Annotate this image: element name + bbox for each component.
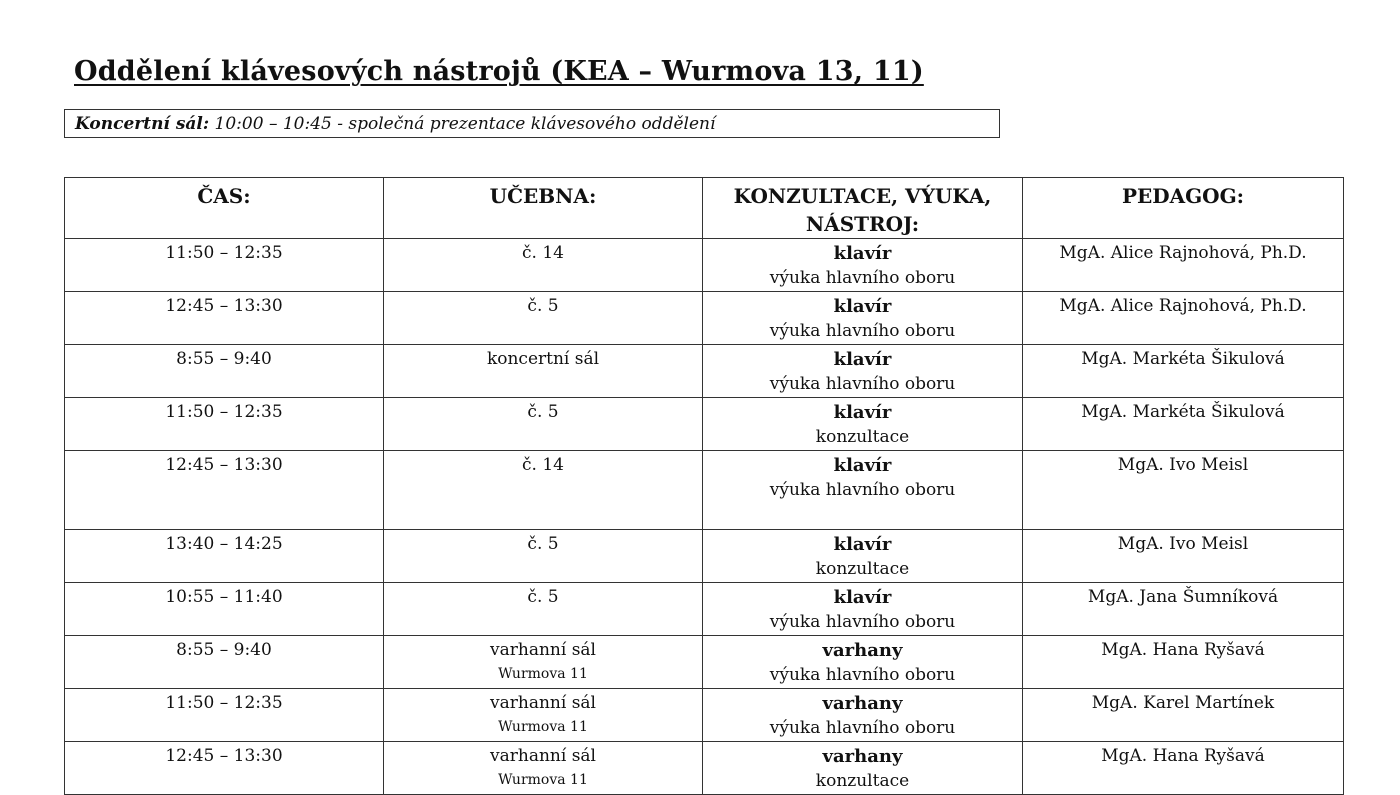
cell-time: 13:40 – 14:25	[65, 530, 384, 583]
instrument: klavír	[833, 296, 892, 317]
cell-time: 11:50 – 12:35	[65, 689, 384, 742]
table-row	[65, 292, 1344, 345]
cell-teacher: MgA. Hana Ryšavá	[1023, 636, 1344, 689]
activity: výuka hlavního oboru	[769, 665, 956, 685]
activity: výuka hlavního oboru	[769, 718, 956, 738]
cell-subject	[703, 689, 1023, 742]
concert-hall-notice	[64, 109, 1000, 138]
concert-hall-text: 10:00 – 10:45 - společná prezentace klávesového oddělení	[214, 114, 716, 134]
table-row	[65, 239, 1344, 292]
cell-subject	[703, 583, 1023, 636]
instrument: klavír	[833, 534, 892, 555]
cell-teacher: MgA. Alice Rajnohová, Ph.D.	[1023, 239, 1344, 292]
cell-time: 10:55 – 11:40	[65, 583, 384, 636]
room-name: varhanní sál	[490, 693, 596, 713]
table-row	[65, 583, 1344, 636]
header-subject: KONZULTACE, VÝUKA, NÁSTROJ:	[703, 178, 1023, 239]
room-building: Wurmova 11	[498, 772, 588, 788]
cell-teacher: MgA. Karel Martínek	[1023, 689, 1344, 742]
table-row	[65, 636, 1344, 689]
cell-time: 8:55 – 9:40	[65, 636, 384, 689]
room-name: varhanní sál	[490, 746, 596, 766]
instrument: varhany	[822, 746, 903, 767]
instrument: klavír	[833, 587, 892, 608]
cell-room	[384, 345, 703, 398]
cell-subject	[703, 345, 1023, 398]
table-header-row	[65, 178, 1344, 239]
cell-teacher: MgA. Markéta Šikulová	[1023, 345, 1344, 398]
activity: konzultace	[815, 427, 910, 447]
table-row	[65, 398, 1344, 451]
cell-time: 11:50 – 12:35	[65, 398, 384, 451]
cell-room	[384, 398, 703, 451]
cell-subject	[703, 742, 1023, 795]
concert-hall-label: Koncertní sál:	[75, 114, 210, 134]
table-row	[65, 451, 1344, 530]
cell-room	[384, 689, 703, 742]
room-name: č. 14	[522, 243, 564, 263]
instrument: klavír	[833, 402, 892, 423]
header-time: ČAS:	[65, 178, 384, 239]
instrument: klavír	[833, 349, 892, 370]
table-row	[65, 530, 1344, 583]
table-row	[65, 689, 1344, 742]
instrument: klavír	[833, 455, 892, 476]
cell-room	[384, 292, 703, 345]
room-building: Wurmova 11	[498, 666, 588, 682]
cell-room	[384, 583, 703, 636]
cell-subject	[703, 292, 1023, 345]
activity: konzultace	[815, 771, 910, 791]
cell-time: 8:55 – 9:40	[65, 345, 384, 398]
activity: výuka hlavního oboru	[769, 321, 956, 341]
header-teacher: PEDAGOG:	[1023, 178, 1344, 239]
cell-teacher: MgA. Ivo Meisl	[1023, 451, 1344, 530]
cell-subject	[703, 398, 1023, 451]
room-name: č. 5	[527, 402, 559, 422]
instrument: klavír	[833, 243, 892, 264]
cell-room	[384, 636, 703, 689]
cell-subject	[703, 239, 1023, 292]
cell-teacher: MgA. Markéta Šikulová	[1023, 398, 1344, 451]
schedule-table	[64, 177, 1344, 795]
cell-teacher: MgA. Jana Šumníková	[1023, 583, 1344, 636]
cell-time: 12:45 – 13:30	[65, 742, 384, 795]
activity: výuka hlavního oboru	[769, 268, 956, 288]
cell-room	[384, 239, 703, 292]
room-name: č. 5	[527, 587, 559, 607]
cell-subject	[703, 530, 1023, 583]
room-name: koncertní sál	[486, 349, 600, 369]
activity: výuka hlavního oboru	[769, 612, 956, 632]
room-building: Wurmova 11	[498, 719, 588, 735]
room-name: č. 5	[527, 296, 559, 316]
room-name: č. 5	[527, 534, 559, 554]
activity: výuka hlavního oboru	[769, 480, 956, 500]
cell-teacher: MgA. Hana Ryšavá	[1023, 742, 1344, 795]
cell-room	[384, 742, 703, 795]
cell-room	[384, 451, 703, 530]
table-row	[65, 345, 1344, 398]
cell-subject	[703, 636, 1023, 689]
header-room: UČEBNA:	[384, 178, 703, 239]
instrument: varhany	[822, 693, 903, 714]
room-name: č. 14	[522, 455, 564, 475]
cell-teacher: MgA. Ivo Meisl	[1023, 530, 1344, 583]
cell-room	[384, 530, 703, 583]
cell-time: 11:50 – 12:35	[65, 239, 384, 292]
instrument: varhany	[822, 640, 903, 661]
room-name: varhanní sál	[490, 640, 596, 660]
activity: konzultace	[815, 559, 910, 579]
activity: výuka hlavního oboru	[769, 374, 956, 394]
cell-subject	[703, 451, 1023, 530]
page-title: Oddělení klávesových nástrojů (KEA – Wurmova 13, 11)	[74, 56, 924, 87]
cell-teacher: MgA. Alice Rajnohová, Ph.D.	[1023, 292, 1344, 345]
cell-time: 12:45 – 13:30	[65, 292, 384, 345]
cell-time: 12:45 – 13:30	[65, 451, 384, 530]
table-row	[65, 742, 1344, 795]
